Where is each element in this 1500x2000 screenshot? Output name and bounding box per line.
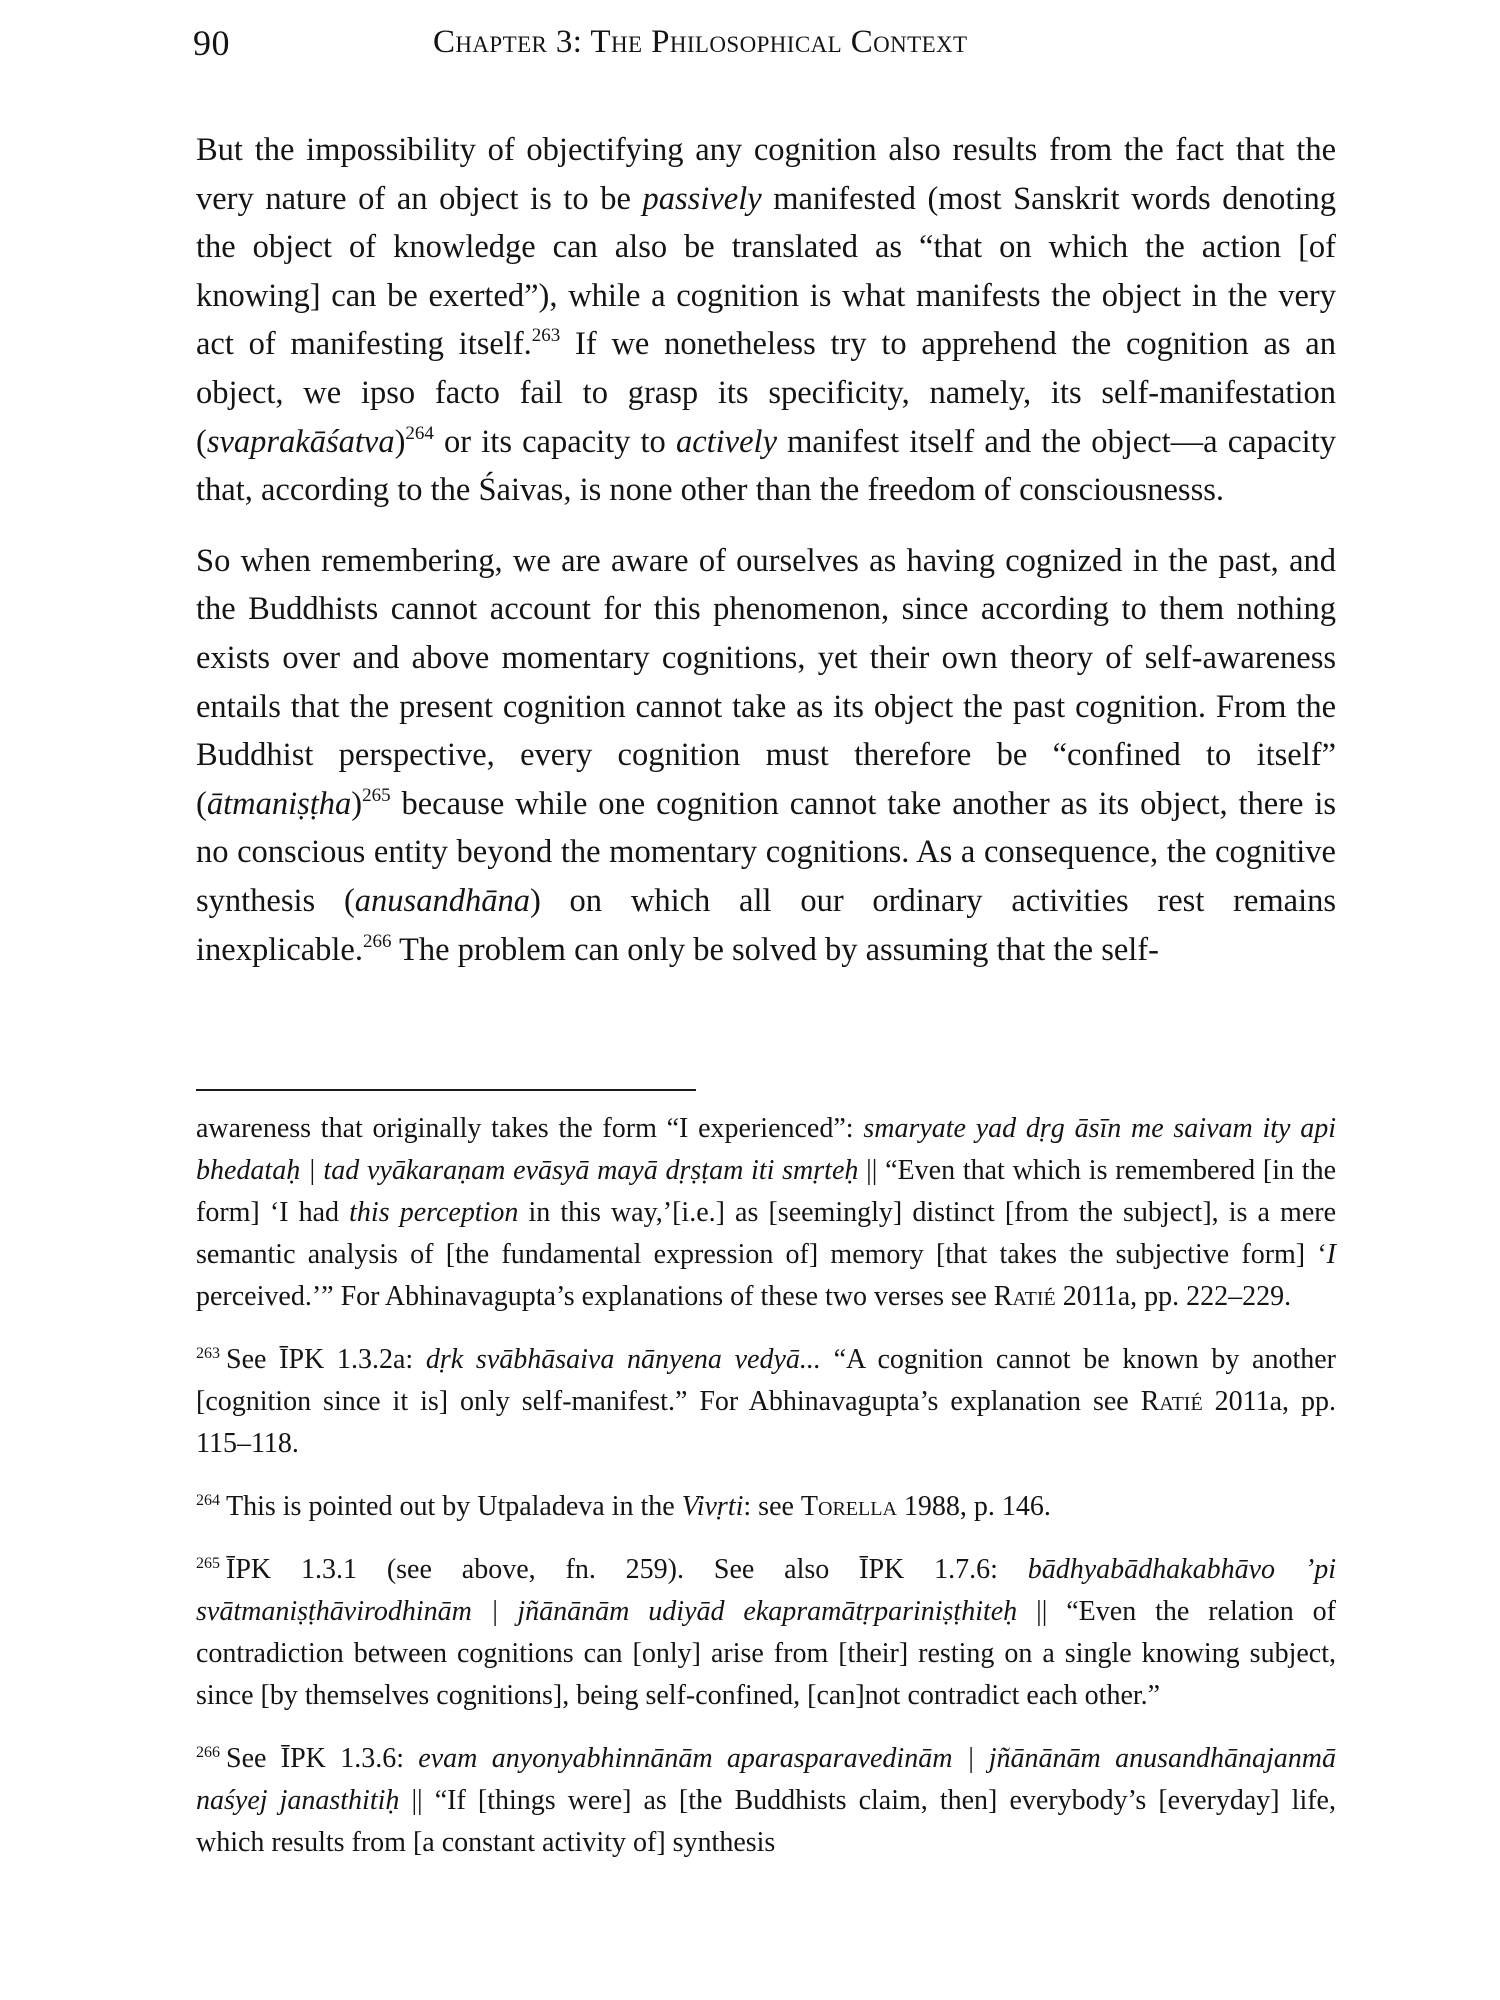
footnote-ref-265: 265 (362, 784, 391, 806)
paragraph-1: But the impossibility of objectifying any cognition also results from the fact that the very nature of an object is to be passively manifested (most Sanskrit words denoting the object of knowledge can also be translated as “that on which the action [of knowing] can be exerted”), while a cognition is what manifests the object in the very act of manifesting itself.$^{263}$ If we nonetheless try to apprehend the cognition as an object, we ipso facto fail to grasp its specificity, namely, its self-manifestation (svaprakāśatva)$^{264}$ or its capacity to actively manifest itself and the object—a capacity that, according to the Śaivas, is none other than the freedom of consciousnesss. (196, 132, 1336, 509)
paragraph-2: So when remembering, we are aware of ourselves as having cognized in the past, and the Buddhists cannot account for this phenomenon, since according to them nothing exists over and above momentary cognitions, yet their own theory of self-awareness entails that the present cognition cannot take as its object the past cognition. From the Buddhist perspective, every cognition must therefore be “confined to itself” (ātmaniṣṭha)$^{265}$ because while one cognition cannot take another as its object, there is no conscious entity beyond the momentary cognitions. As a consequence, the cognitive synthesis (anusandhāna) on which all our ordinary activities rest remains inexplicable.$^{266}$ The problem can only be solved by assuming that the self- (196, 542, 1337, 968)
footnote-266: $^{266}$ See ĪPK 1.3.6: evam anyonyabhinnānām aparasparavedinām | jñānānām anusandhānajanmā naśyej janasthitiḥ || “If [things were] as [the Buddhists claim, then] everybody’s [everyday] life, which results from [a constant activity of] synthesis (196, 1743, 1336, 1858)
footnote-265: $^{265}$ ĪPK 1.3.1 (see above, fn. 259). See also ĪPK 1.7.6: bādhyabādhakabhāvo ’pi svātmaniṣṭhāvirodhinām | jñānānām udiyād ekapramātṛpariniṣṭhiteḥ || “Even the relation of contradiction between cognitions can [only] arise from [their] resting on a single knowing subject, since [by themselves cognitions], being self-confined, [can]not contradict each other.” (196, 1554, 1336, 1711)
footnote-number: 265 (196, 1555, 220, 1572)
running-head: Chapter 3: The Philosophical Context (433, 24, 968, 60)
footnotes (196, 1108, 1336, 1864)
footnote-263: $^{263}$ See ĪPK 1.3.2a: dṛk svābhāsaiva nānyena vedyā... “A cognition cannot be known by another [cognition since it is] only self-manifest.” For Abhinavagupta’s explanation see Ratié 2011a, pp. 115–118. (196, 1344, 1337, 1459)
footnote-ref-266: 266 (362, 930, 392, 952)
footnote-continuation: awareness that originally takes the form “I experienced”: smaryate yad dṛg āsīn me saivam ity api bhedataḥ | tad vyākaraṇam evāsyā mayā dṛṣṭam iti smṛteḥ || “Even that which is remembered [in the form] ‘I had this perception in this way,’[i.e.] as [seemingly] distinct [from the subject], is a mere semantic analysis of [the fundamental expression of] memory [that takes the subjective form] ‘I perceived.’” For Abhinavagupta’s explanations of these two verses see Ratié 2011a, pp. 222–229. (196, 1113, 1337, 1312)
footnote-number: 264 (196, 1492, 220, 1509)
page-number: 90 (193, 23, 230, 63)
footnote-ref-263: 263 (531, 325, 561, 347)
footnote-number: 263 (196, 1345, 220, 1362)
footnote-number: 266 (196, 1744, 220, 1761)
footnote-separator (196, 1089, 696, 1091)
main-text (196, 126, 1336, 974)
footnote-ref-264: 264 (405, 422, 434, 444)
footnote-264: $^{264}$ This is pointed out by Utpaladeva in the Vivṛti: see Torella 1988, p. 146. (196, 1491, 1051, 1522)
page-header (193, 22, 1335, 70)
